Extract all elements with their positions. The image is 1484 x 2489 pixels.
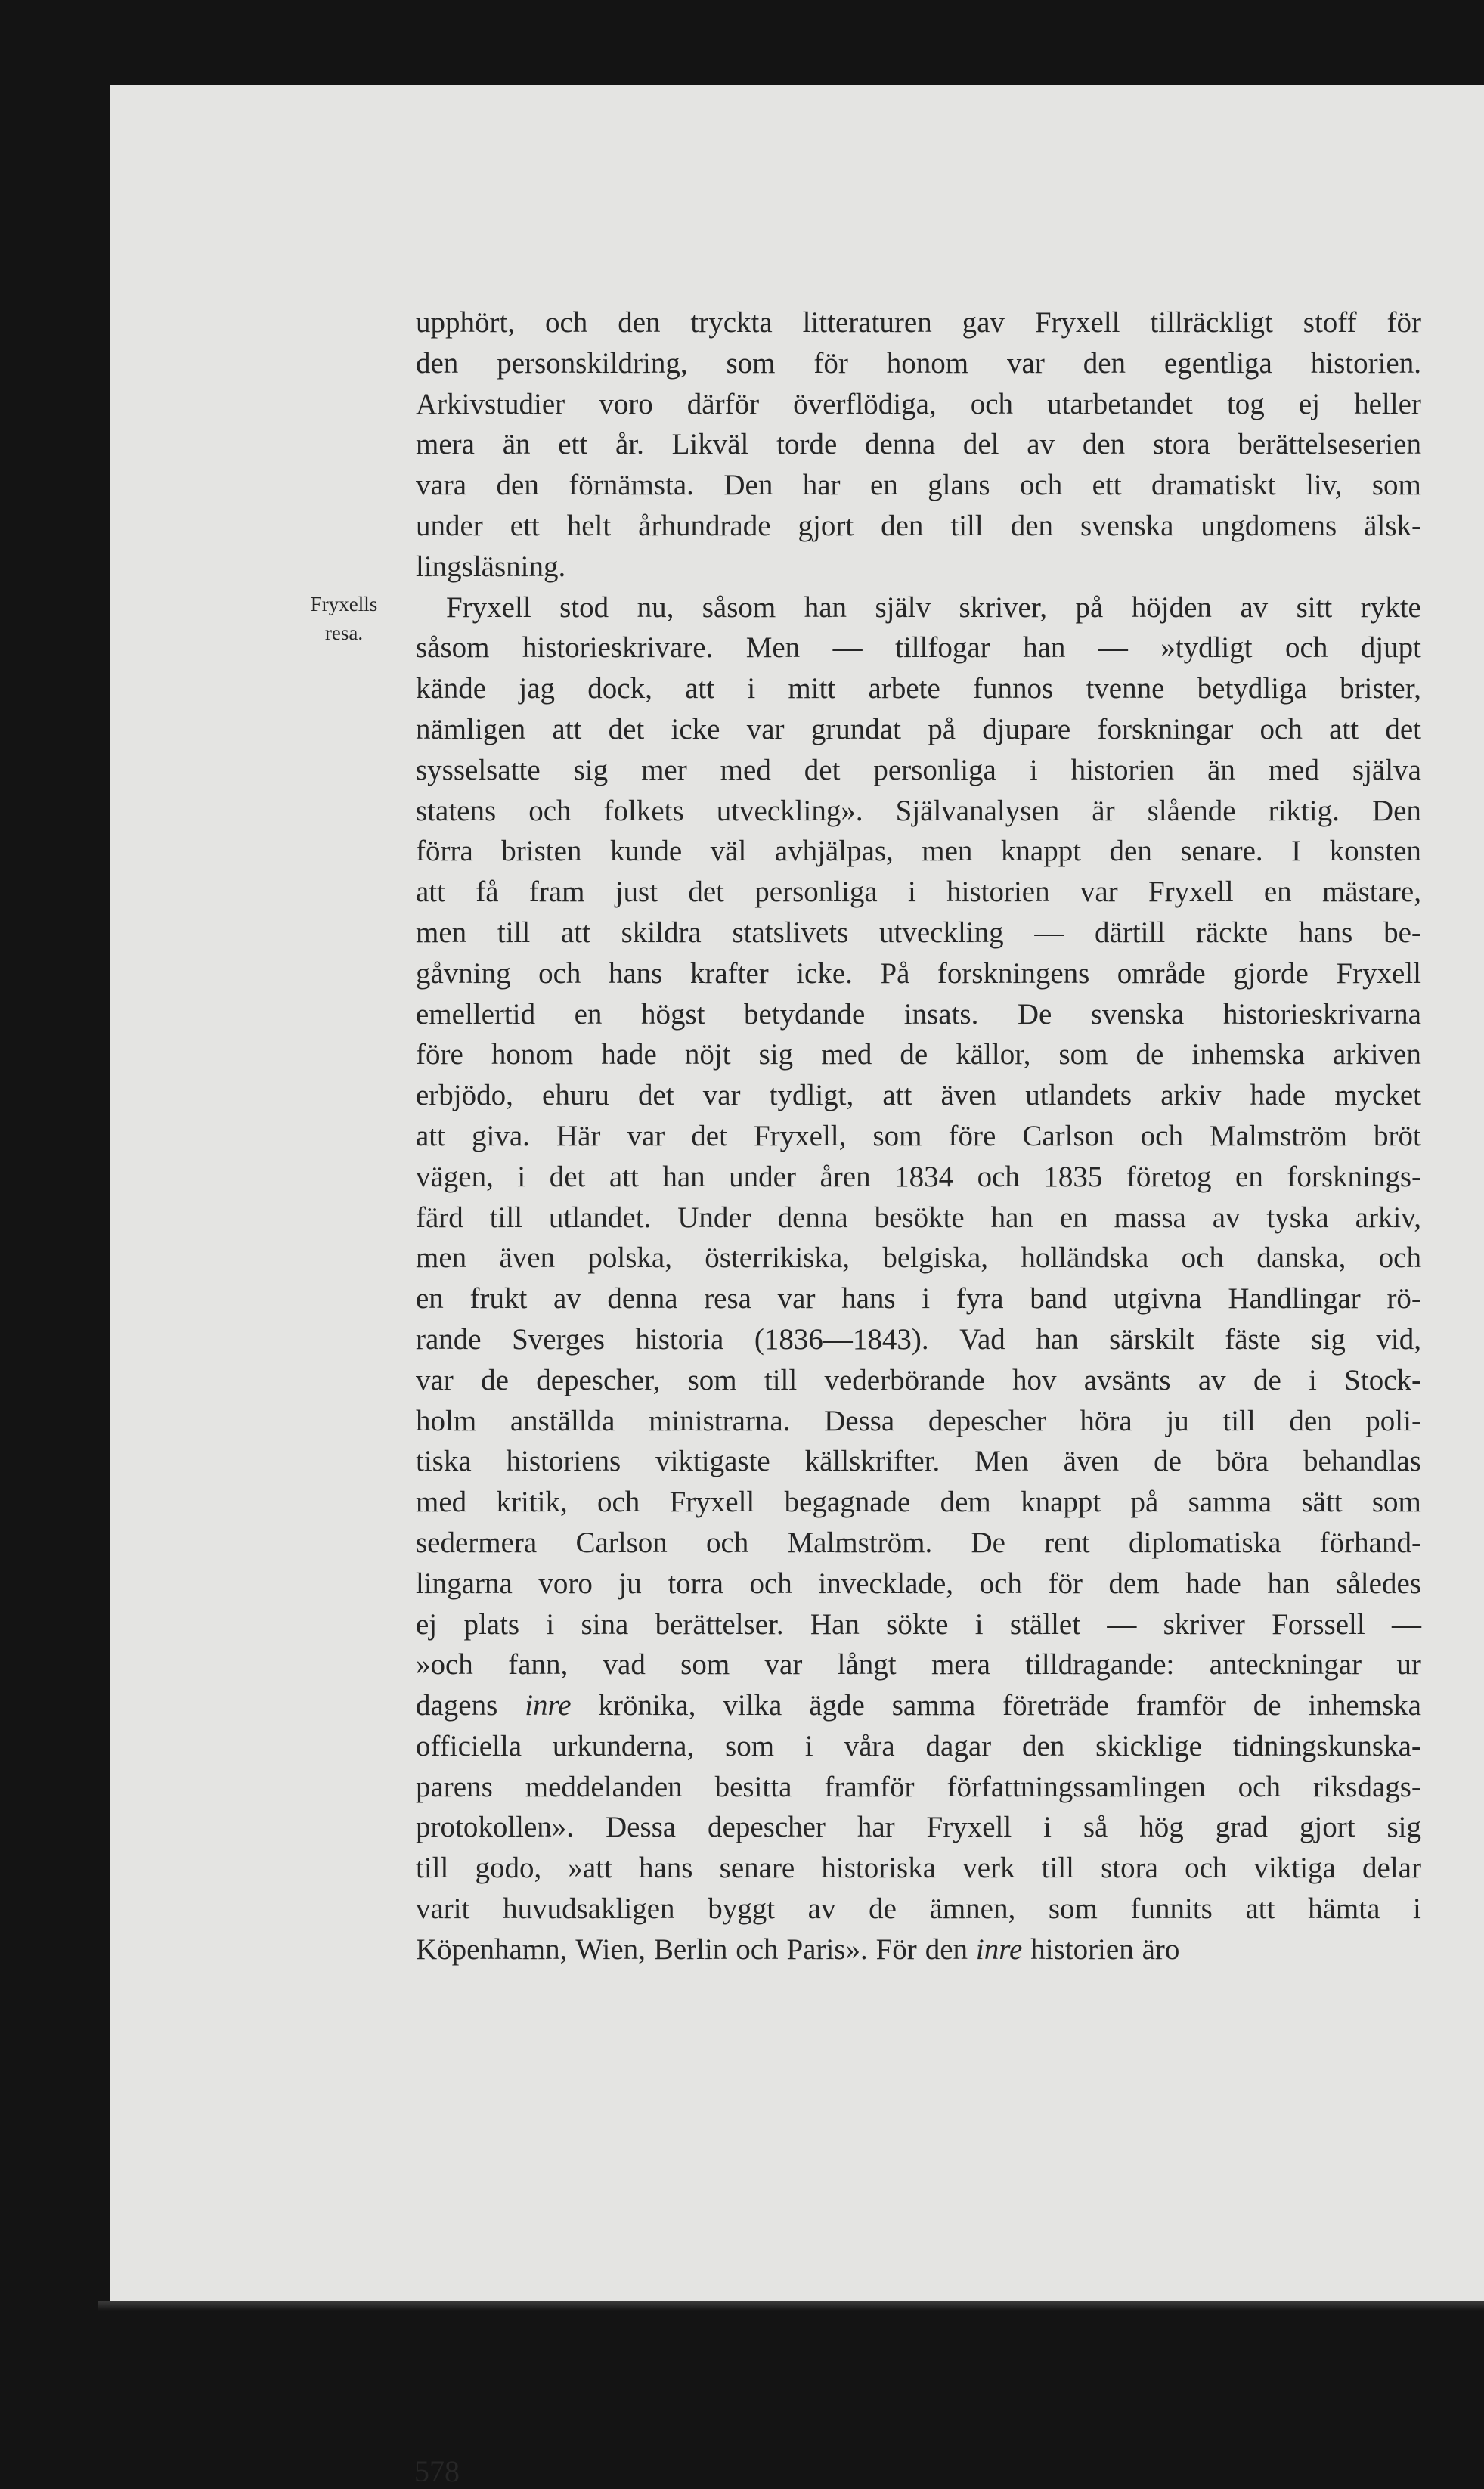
text-line: varit huvudsakligen byggt av de ämnen, som funnits att hämta i xyxy=(416,1892,1421,1926)
text-line: färd till utlandet. Under denna besökte han en massa av tyska arkiv, xyxy=(416,1201,1421,1234)
text-line: tiska historiens viktigaste källskrifter. Men även de böra behandlas xyxy=(416,1445,1421,1478)
text-line: men även polska, österrikiska, belgiska, holländska och danska, och xyxy=(416,1241,1421,1275)
margin-note-line-2: resa. xyxy=(324,621,364,644)
text-line: mera än ett år. Likväl torde denna del av den stora berättelseserien xyxy=(416,428,1421,461)
text-line: Köpenhamn, Wien, Berlin och Paris». För den inre historien äro xyxy=(416,1933,1180,1966)
text-line: men till att skildra statslivets utveckling — därtill räckte hans be- xyxy=(416,916,1421,949)
text-line: Arkivstudier voro därför överflödiga, och utarbetandet tog ej heller xyxy=(416,387,1421,420)
text-line: gåvning och hans krafter icke. På forskningens område gjorde Fryxell xyxy=(416,956,1421,990)
body-text xyxy=(416,302,1421,1970)
text-line: en frukt av denna resa var hans i fyra band utgivna Handlingar rö- xyxy=(416,1282,1421,1316)
text-line: holm anställda ministrarna. Dessa depescher höra ju till den poli- xyxy=(416,1404,1421,1437)
text-line: sysselsatte sig mer med det personliga i historien än med själva xyxy=(416,753,1421,786)
margin-note xyxy=(287,590,401,647)
text-line: med kritik, och Fryxell begagnade dem knappt på samma sätt som xyxy=(416,1486,1421,1519)
margin-note-line-1: Fryxells xyxy=(310,593,378,615)
text-line: officiella urkunderna, som i våra dagar den skicklige tidningskunska- xyxy=(416,1729,1421,1762)
text-line: »och fann, vad som var långt mera tilldragande: anteckningar ur xyxy=(416,1648,1421,1682)
text-line: vägen, i det att han under åren 1834 och 1835 företog en forsknings- xyxy=(416,1160,1421,1193)
text-line: att giva. Här var det Fryxell, som före Carlson och Malmström bröt xyxy=(416,1119,1421,1152)
text-line: före honom hade nöjt sig med de källor, som de inhemska arkiven xyxy=(416,1038,1421,1071)
text-line: kände jag dock, att i mitt arbete funnos tvenne betydliga brister, xyxy=(416,672,1421,705)
text-line: förra bristen kunde väl avhjälpas, men knappt den senare. I konsten xyxy=(416,835,1421,868)
text-line: lingsläsning. xyxy=(416,550,566,583)
text-line: rande Sverges historia (1836—1843). Vad han särskilt fäste sig vid, xyxy=(416,1322,1421,1356)
page-edge-shadow xyxy=(98,2301,1484,2311)
text-line: var de depescher, som till vederbörande hov avsänts av de i Stock- xyxy=(416,1363,1421,1396)
text-line: statens och folkets utveckling». Självanalysen är slående riktig. Den xyxy=(416,794,1421,827)
text-line: ej plats i sina berättelser. Han sökte i stället — skriver Forssell — xyxy=(416,1607,1421,1641)
text-line: emellertid en högst betydande insats. De svenska historieskrivarna xyxy=(416,997,1421,1031)
text-line: såsom historieskrivare. Men — tillfogar han — »tydligt och djupt xyxy=(416,631,1421,665)
text-line: att få fram just det personliga i historien var Fryxell en mästare, xyxy=(416,876,1421,909)
text-line: vara den förnämsta. Den har en glans och ett dramatiskt liv, som xyxy=(416,469,1421,502)
text-line: den personskildring, som för honom var den egentliga historien. xyxy=(416,346,1421,380)
text-line: dagens inre krönika, vilka ägde samma företräde framför de inhemska xyxy=(416,1689,1421,1722)
text-line: lingarna voro ju torra och invecklade, och för dem hade han således xyxy=(416,1567,1421,1600)
page-number: 578 xyxy=(414,2454,460,2488)
text-line: parens meddelanden besitta framför författningssamlingen och riksdags- xyxy=(416,1770,1421,1803)
text-line: Fryxell stod nu, såsom han själv skriver, på höjden av sitt rykte xyxy=(446,590,1421,624)
text-line: upphört, och den tryckta litteraturen gav Fryxell tillräckligt stoff för xyxy=(416,306,1421,339)
text-line: till godo, »att hans senare historiska verk till stora och viktiga delar xyxy=(416,1852,1421,1885)
text-line: sedermera Carlson och Malmström. De rent diplomatiska förhand- xyxy=(416,1526,1421,1559)
text-line: nämligen att det icke var grundat på djupare forskningar och att det xyxy=(416,712,1421,745)
text-line: erbjödo, ehuru det var tydligt, att även utlandets arkiv hade mycket xyxy=(416,1079,1421,1112)
text-line: under ett helt århundrade gjort den till den svenska ungdomens älsk- xyxy=(416,509,1421,542)
text-line: protokollen». Dessa depescher har Fryxell i så hög grad gjort sig xyxy=(416,1811,1421,1844)
